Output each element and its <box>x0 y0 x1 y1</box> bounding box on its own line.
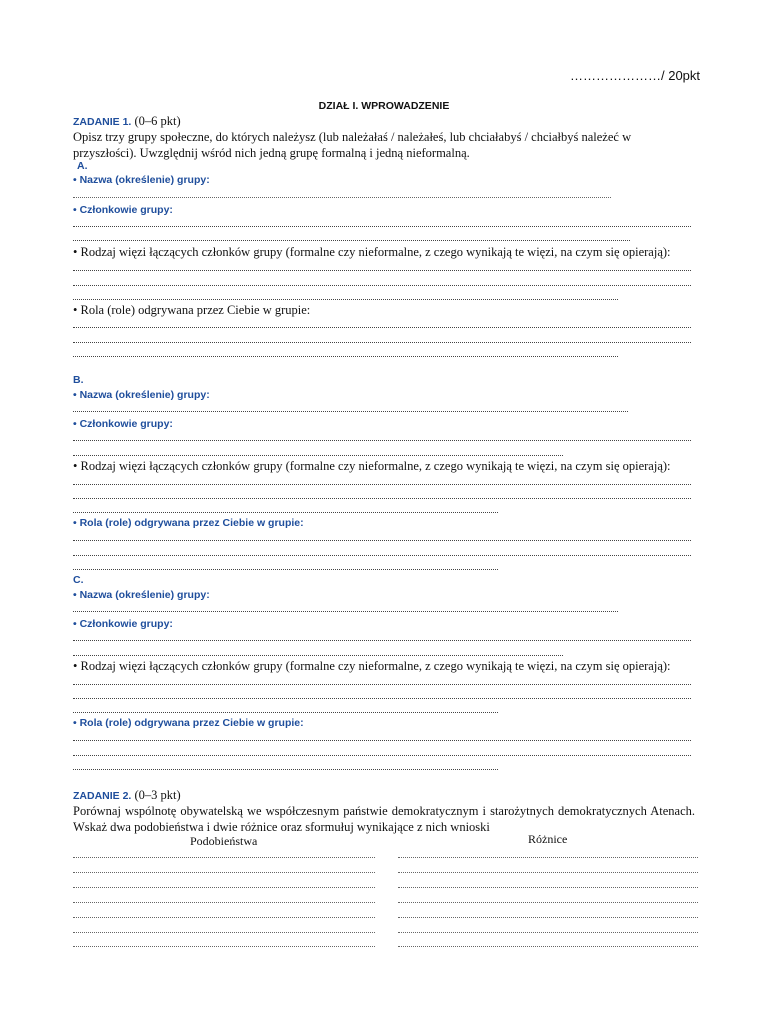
section-b-members-line-1[interactable] <box>73 440 691 441</box>
section-b-bond-line-2[interactable] <box>73 498 691 499</box>
section-a-bond-line-2[interactable] <box>73 285 691 286</box>
section-a-members-line-2[interactable] <box>73 240 630 241</box>
task2-points: (0–3 pkt) <box>134 788 181 802</box>
section-a-name-line[interactable] <box>73 197 611 198</box>
section-a-bond-label: • Rodzaj więzi łączących członków grupy (formalne czy nieformalne, z czego wynikają te więzi, na czym się opierają): <box>73 245 671 259</box>
similarity-line[interactable] <box>73 872 375 873</box>
section-a-role-line-3[interactable] <box>73 356 618 357</box>
similarity-line[interactable] <box>73 932 375 933</box>
similarity-line[interactable] <box>73 887 375 888</box>
section-b-role-line-1[interactable] <box>73 540 691 541</box>
task1-label: ZADANIE 1. <box>73 116 132 128</box>
section-a-role-line-1[interactable] <box>73 327 691 328</box>
column-similarities-header: Podobieństwa <box>190 834 258 848</box>
section-b-name-line[interactable] <box>73 411 628 412</box>
section-c-name-label: • Nazwa (określenie) grupy: <box>73 589 210 601</box>
section-c-bond-line-2[interactable] <box>73 698 691 699</box>
similarity-line[interactable] <box>73 946 375 947</box>
difference-line[interactable] <box>398 872 698 873</box>
similarity-line[interactable] <box>73 902 375 903</box>
section-b-letter: B. <box>73 374 84 386</box>
similarity-line[interactable] <box>73 917 375 918</box>
difference-line[interactable] <box>398 902 698 903</box>
section-c-letter: C. <box>73 574 84 586</box>
difference-line[interactable] <box>398 946 698 947</box>
difference-line[interactable] <box>398 887 698 888</box>
section-c-members-line-2[interactable] <box>73 655 563 656</box>
task1-heading <box>73 114 181 129</box>
section-a-members-line-1[interactable] <box>73 226 691 227</box>
section-c-members-label: • Członkowie grupy: <box>73 618 173 630</box>
task2-instruction: Porównaj wspólnotę obywatelską we współczesnym państwie demokratycznym i starożytnych demokratycznych Atenach. Wskaż dwa podobieństwa i dwie różnice oraz sformułuj wynikające z nich wnioski <box>73 804 695 834</box>
section-a-members-label: • Członkowie grupy: <box>73 204 173 216</box>
section-a-role-label: • Rola (role) odgrywana przez Ciebie w grupie: <box>73 303 311 317</box>
section-c-role-line-3[interactable] <box>73 769 498 770</box>
section-c-role-line-1[interactable] <box>73 740 691 741</box>
section-a-role-line-2[interactable] <box>73 342 691 343</box>
section-b-bond-line-1[interactable] <box>73 484 691 485</box>
section-c-bond-label: • Rodzaj więzi łączących członków grupy (formalne czy nieformalne, z czego wynikają te więzi, na czym się opierają): <box>73 659 671 673</box>
section-a-letter: A. <box>77 160 88 172</box>
section-c-role-line-2[interactable] <box>73 755 691 756</box>
section-b-name-label: • Nazwa (określenie) grupy: <box>73 389 210 401</box>
difference-line[interactable] <box>398 917 698 918</box>
section-c-bond-line-3[interactable] <box>73 712 498 713</box>
section-c-name-line[interactable] <box>73 611 618 612</box>
difference-line[interactable] <box>398 932 698 933</box>
score-field: …………………/ 20pkt <box>570 68 701 83</box>
task1-points: (0–6 pkt) <box>134 114 181 128</box>
section-b-role-line-2[interactable] <box>73 555 691 556</box>
section-c-role-label: • Rola (role) odgrywana przez Ciebie w grupie: <box>73 717 304 729</box>
section-a-bond-line-1[interactable] <box>73 270 691 271</box>
section-b-members-label: • Członkowie grupy: <box>73 418 173 430</box>
section-b-role-label: • Rola (role) odgrywana przez Ciebie w grupie: <box>73 517 304 529</box>
section-a-name-label: • Nazwa (określenie) grupy: <box>73 174 210 186</box>
column-differences-header: Różnice <box>528 832 568 846</box>
section-b-members-line-2[interactable] <box>73 455 563 456</box>
section-b-role-line-3[interactable] <box>73 569 498 570</box>
task1-instruction: Opisz trzy grupy społeczne, do których należysz (lub należałaś / należałeś, lub chciałabyś / chciałbyś należeć w przyszłości). Uwzględnij wśród nich jedną grupę formalną i jedną nieformalną. <box>73 130 632 160</box>
section-b-bond-line-3[interactable] <box>73 512 498 513</box>
similarity-line[interactable] <box>73 857 375 858</box>
section-c-members-line-1[interactable] <box>73 640 691 641</box>
section-title: DZIAŁ I. WPROWADZENIE <box>318 100 450 112</box>
section-c-bond-line-1[interactable] <box>73 684 691 685</box>
difference-line[interactable] <box>398 857 698 858</box>
task2-label: ZADANIE 2. <box>73 790 132 802</box>
section-b-bond-label: • Rodzaj więzi łączących członków grupy (formalne czy nieformalne, z czego wynikają te więzi, na czym się opierają): <box>73 459 671 473</box>
section-a-bond-line-3[interactable] <box>73 299 618 300</box>
task2-heading <box>73 788 181 803</box>
